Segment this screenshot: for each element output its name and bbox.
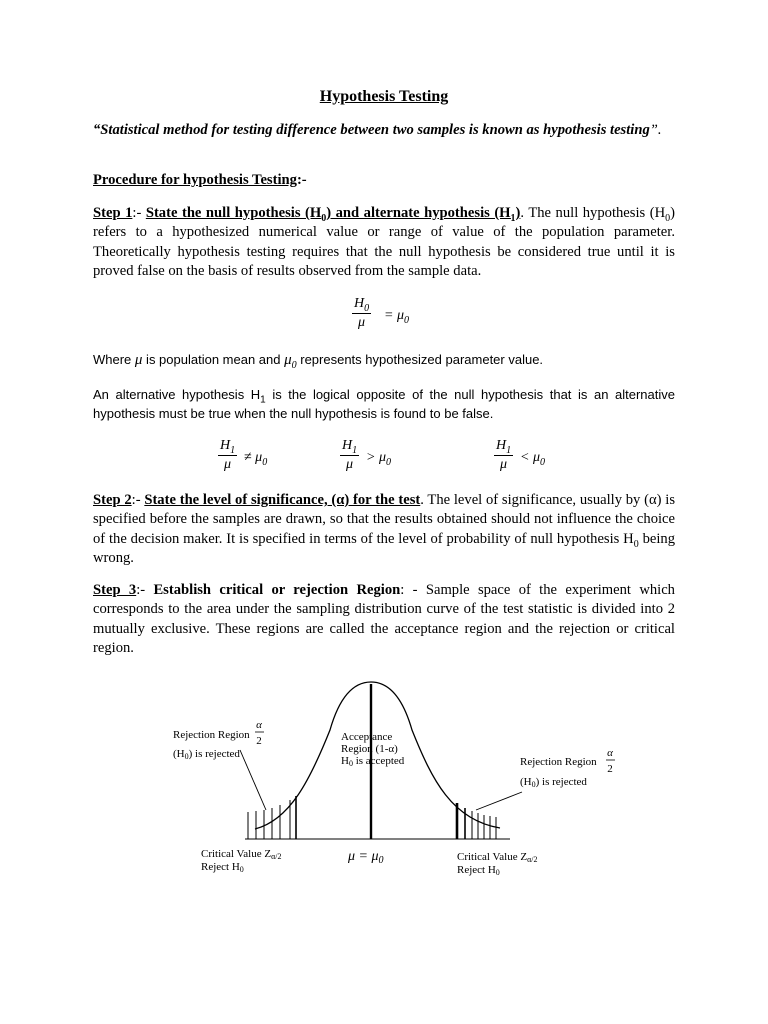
left-rejection-label: Rejection Region <box>173 729 250 741</box>
step-3-heading: Establish critical or rejection Region <box>153 582 401 598</box>
svg-text:α: α <box>607 747 613 759</box>
acceptance-label-line2: Region (1-α) <box>341 743 398 755</box>
step-2-paragraph: Step 2:- State the level of significance, (α) for the test. The level of significance, usually by (α) is specified before the samples are drawn, so that the results obtained should not influence the choice of the decision maker. It is specified in terms of the level of probability of null hypothesis $H_0$ being wrong. <box>93 492 675 567</box>
step-2-label: Step 2 <box>93 492 132 508</box>
step-3-label: Step 3 <box>93 582 137 598</box>
right-region-pointer <box>476 792 522 810</box>
center-mean-label: $\mu = \mu_0$ <box>348 849 384 866</box>
quote-text: “Statistical method for testing difference between two samples is known as hypothesis testing <box>93 122 650 138</box>
svg-text:α: α <box>256 719 262 731</box>
definition-quote <box>93 121 675 140</box>
step-1-label: Step 1 <box>93 205 133 221</box>
step-1-paragraph: Step 1:- State the null hypothesis $(H_0)$ and alternate hypothesis $(H_1)$. The null hypothesis $(H_0)$ refers to a hypothesized numerical value or range of value of the population parameter. Theoretically hypothesis testing requires that the null hypothesis be considered true until it is proved false on the basis of results observed from the sample data. <box>93 205 675 280</box>
left-critical-value-label: Critical Value Zα/2 <box>201 848 282 861</box>
procedure-suffix: :- <box>296 172 307 188</box>
svg-text:2: 2 <box>256 735 262 747</box>
quote-end: ”. <box>649 122 662 138</box>
procedure-heading <box>93 171 675 190</box>
page-title: Hypothesis Testing <box>319 88 449 105</box>
right-reject-label: Reject H0 <box>457 864 500 877</box>
document-page: Hypothesis Testing “Statistical method for testing difference between two samples is known as hypothesis testing”. Procedure for hypothesis Testing:- Step 1:- State the null hypothesis $(H_0)$ and alternate hypothesis $(H_1)$. The null hypothesis $(H_0)$ refers to a hypothesized numerical value or range of value of the population parameter. Theoretically hypothesis testing requires that the null hypothesis be considered true until it is proved false on the basis of results observed from the sample data. $H_0$ μ = $\mu_0$ Where μ is population mean and $\mu_0$ represents hypothesized parameter value. An alternative hypothesis $H_1$ is the logical opposite of the null hypothesis that is an alternative hypothesis must be true when the null hypothesis is found to be false. $H_1$ μ ≠ $\mu_0$ $H_1$ μ > $\mu_0$ $H_1$ μ < $\mu_0$ Step 2:- State the level of significance, (α) for the test. The level of significance, usually by (α) is specified before the samples are drawn, so that the results obtained should not influence the choice of the decision maker. It is specified in terms of the level of probability of null hypothesis $H_0$ being wrong. Step 3:- Establish critical or rejection Region: - Sample space of the experiment which corresponds to the area under the sampling distribution curve of the test statistic is divided into 2 mutually exclusive. These regions are called the acceptance region and the rejection or critical region. Rejection Region α 2 (H0) is rejected Acceptance Region (1-α) H0 is accepted Rejection Region α 2 (H0) is rejected Critical Value Zα/2 Reject H0 $\mu = \mu_0$ Critical Value Zα/2 Reject H0 <box>0 0 768 1024</box>
acceptance-label-line3: H0 is accepted <box>341 755 405 768</box>
left-rejection-region-lines <box>248 796 296 839</box>
alternative-hypothesis-paragraph: An alternative hypothesis $H_1$ is the logical opposite of the null hypothesis that is an alternative hypothesis must be true when the null hypothesis is found to be false. <box>93 387 675 421</box>
left-reject-label: Reject H0 <box>201 861 244 874</box>
step-2-heading: State the level of significance, (α) for the test <box>144 492 421 508</box>
right-critical-value-label: Critical Value Zα/2 <box>457 851 538 864</box>
step-1-heading: State the null hypothesis $(H_0)$ and alternate hypothesis $(H_1)$ <box>145 205 521 224</box>
right-rejected-label: (H0) is rejected <box>520 776 587 789</box>
where-sentence: Where μ is population mean and $\mu_0$ represents hypothesized parameter value. <box>93 352 544 371</box>
normal-distribution-diagram <box>160 670 630 885</box>
left-rejected-label: (H0) is rejected <box>173 748 240 761</box>
right-rejection-label: Rejection Region <box>520 756 597 768</box>
left-region-pointer <box>240 750 266 810</box>
step-3-paragraph: Step 3:- Establish critical or rejection Region: - Sample space of the experiment which corresponds to the area under the sampling distribution curve of the test statistic is divided into 2 mutually exclusive. These regions are called the acceptance region and the rejection or critical region. <box>93 582 675 657</box>
acceptance-label-line1: Acceptance <box>341 731 393 743</box>
procedure-heading-text: Procedure for hypothesis Testing <box>93 172 297 188</box>
svg-text:2: 2 <box>607 763 613 775</box>
